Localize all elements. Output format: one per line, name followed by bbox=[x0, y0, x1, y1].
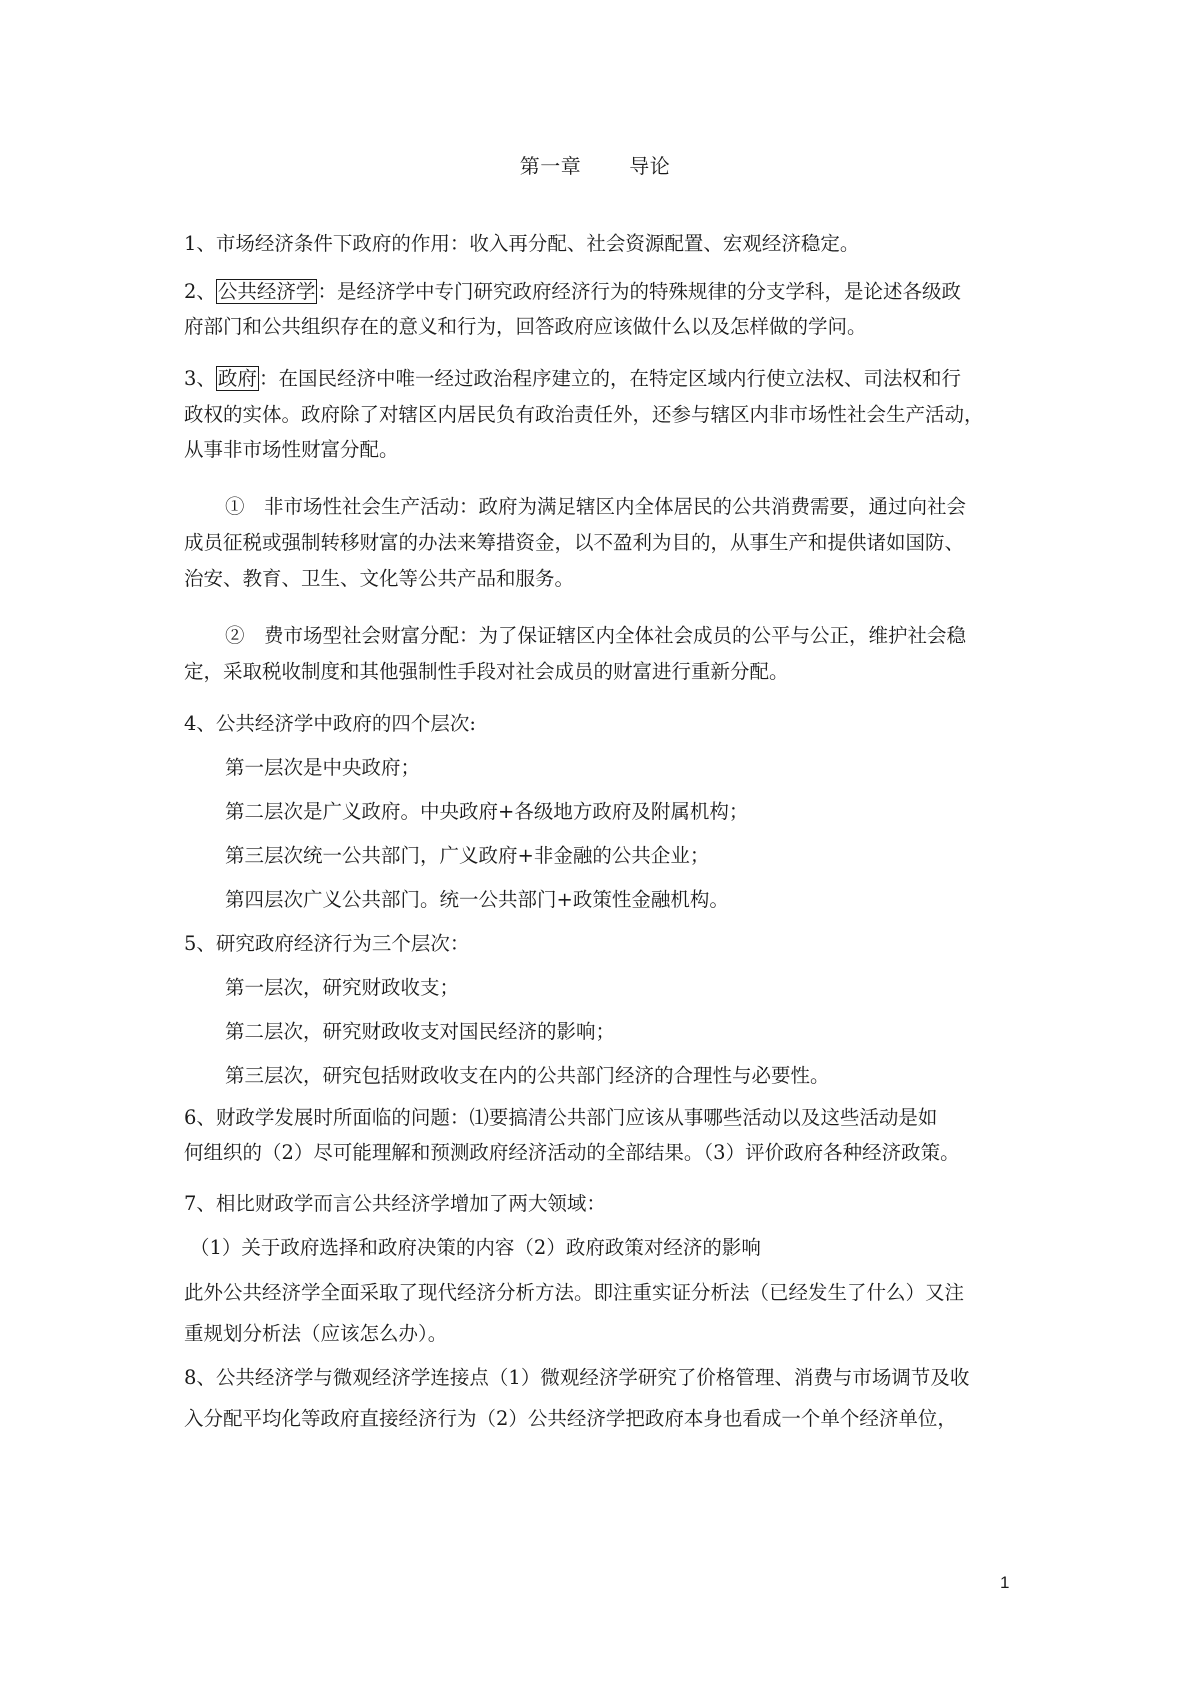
page-number: 1 bbox=[1000, 1573, 1010, 1592]
subitem-1-line-2: 成员征税或强制转移财富的办法来筹措资金，以不盈利为目的，从事生产和提供诸如国防、 bbox=[184, 531, 965, 554]
item-8-line-2: 入分配平均化等政府直接经济行为（2）公共经济学把政府本身也看成一个单个经济单位， bbox=[184, 1407, 957, 1430]
item-4: 4、公共经济学中政府的四个层次: bbox=[184, 712, 476, 735]
item-3 bbox=[184, 366, 1014, 392]
item-7-line-3: 此外公共经济学全面采取了现代经济分析方法。即注重实证分析法（已经发生了什么）又注 bbox=[184, 1281, 965, 1304]
level-1: 第一层次是中央政府； bbox=[225, 756, 421, 779]
chapter-name: 导论 bbox=[629, 154, 671, 178]
item-number: 3、 bbox=[184, 367, 216, 390]
subitem-1-line-3: 治安、教育、卫生、文化等公共产品和服务。 bbox=[184, 567, 575, 590]
chapter-title bbox=[0, 150, 1190, 179]
item-8: 8、公共经济学与微观经济学连接点（1）微观经济学研究了价格管理、消费与市场调节及收 bbox=[184, 1366, 970, 1389]
research-level-1: 第一层次，研究财政收支； bbox=[225, 976, 460, 999]
research-level-3: 第三层次，研究包括财政收支在内的公共部门经济的合理性与必要性。 bbox=[225, 1064, 830, 1087]
item-number: 2、 bbox=[184, 280, 216, 303]
chapter-number: 第一章 bbox=[519, 154, 582, 178]
item-7: 7、相比财政学而言公共经济学增加了两大领域： bbox=[184, 1192, 606, 1215]
item-2 bbox=[184, 279, 1014, 305]
subitem-2-line-2: 定，采取税收制度和其他强制性手段对社会成员的财富进行重新分配。 bbox=[184, 660, 789, 683]
subitem-2: ② 费市场型社会财富分配：为了保证辖区内全体社会成员的公平与公正，维护社会稳 bbox=[225, 624, 967, 647]
level-4: 第四层次广义公共部门。统一公共部门+政策性金融机构。 bbox=[225, 888, 729, 911]
definition-text: ：在国民经济中唯一经过政治程序建立的，在特定区域内行使立法权、司法权和行 bbox=[258, 367, 961, 390]
item-6-line-2: 何组织的（2）尽可能理解和预测政府经济活动的全部结果。（3）评价政府各种经济政策。 bbox=[184, 1141, 960, 1164]
item-5: 5、研究政府经济行为三个层次： bbox=[184, 932, 470, 955]
subitem-1: ① 非市场性社会生产活动：政府为满足辖区内全体居民的公共消费需要，通过向社会 bbox=[225, 495, 967, 518]
item-2-line-2: 府部门和公共组织存在的意义和行为，回答政府应该做什么以及怎样做的学问。 bbox=[184, 315, 867, 338]
item-1: 1、市场经济条件下政府的作用：收入再分配、社会资源配置、宏观经济稳定。 bbox=[184, 232, 860, 255]
term-government: 政府 bbox=[217, 367, 257, 390]
item-6: 6、财政学发展时所面临的问题：⑴要搞清公共部门应该从事哪些活动以及这些活动是如 bbox=[184, 1106, 938, 1129]
item-3-line-3: 从事非市场性财富分配。 bbox=[184, 438, 399, 461]
item-7-areas: （1）关于政府选择和政府决策的内容（2）政府政策对经济的影响 bbox=[190, 1236, 761, 1259]
research-level-2: 第二层次，研究财政收支对国民经济的影响； bbox=[225, 1020, 616, 1043]
level-3: 第三层次统一公共部门，广义政府+非金融的公共企业； bbox=[225, 844, 710, 867]
item-7-line-4: 重规划分析法（应该怎么办）。 bbox=[184, 1322, 448, 1345]
item-3-line-2: 政权的实体。政府除了对辖区内居民负有政治责任外，还参与辖区内非市场性社会生产活动， bbox=[184, 403, 984, 426]
term-public-economics: 公共经济学 bbox=[217, 280, 316, 303]
definition-text: ：是经济学中专门研究政府经济行为的特殊规律的分支学科，是论述各级政 bbox=[317, 280, 961, 303]
level-2: 第二层次是广义政府。中央政府+各级地方政府及附属机构； bbox=[225, 800, 749, 823]
